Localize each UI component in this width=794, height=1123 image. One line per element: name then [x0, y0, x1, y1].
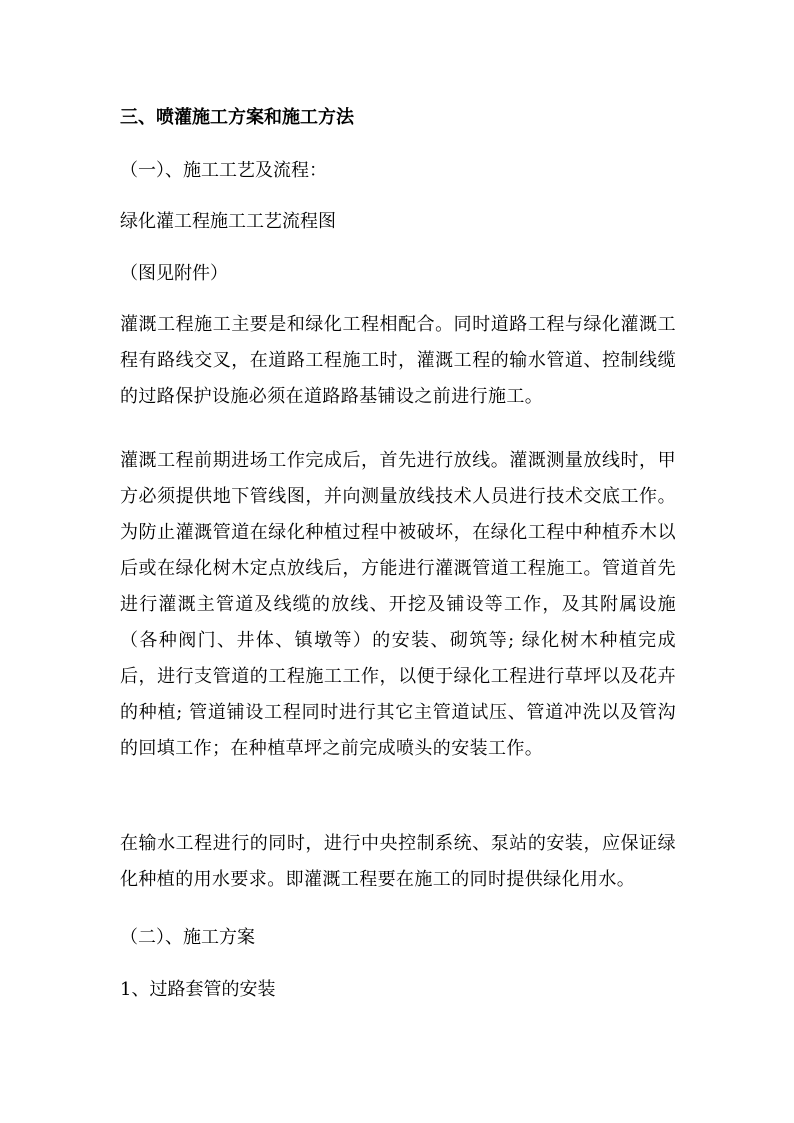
paragraph-water-supply: 在输水工程进行的同时，进行中央控制系统、泵站的安装，应保证绿化种植的用水要求。即灌溉工程要在施工的同时提供绿化用水。 — [120, 833, 676, 890]
item-title-casing-installation: 1、过路套管的安装 — [120, 979, 276, 1000]
subsection-title-process: （一）、施工工艺及流程： — [120, 160, 327, 181]
subsection-title-plan: （二）、施工方案 — [120, 927, 255, 948]
flowchart-title: 绿化灌工程施工工艺流程图 — [120, 211, 336, 232]
see-attachment-note: （图见附件） — [120, 263, 228, 284]
paragraph-construction-sequence: 灌溉工程前期进场工作完成后，首先进行放线。灌溉测量放线时，甲方必须提供地下管线图，并向测量放线技术人员进行技术交底工作。为防止灌溉管道在绿化种植过程中被破坏，在绿化工程中种植乔木以后或在绿化树木定点放线后，方能进行灌溉管道工程施工。管道首先进行灌溉主管道及线缆的放线、开挖及铺设等工作，及其附属设施（各种阀门、井体、镇墩等）的安装、砌筑等; 绿化树木种植完成后，进行支管道的工程施工工作，以便于绿化工程进行草坪以及花卉的种植; 管道铺设工程同时进行其它主管道试压、管道冲洗以及管沟的回填工作；在种植草坪之前完成喷头的安装工作。 — [120, 450, 676, 759]
section-heading: 三、喷灌施工方案和施工方法 — [120, 107, 354, 128]
paragraph-coordination: 灌溉工程施工主要是和绿化工程相配合。同时道路工程与绿化灌溉工程有路线交叉，在道路工程施工时，灌溉工程的输水管道、控制线缆的过路保护设施必须在道路路基铺设之前进行施工。 — [120, 314, 676, 407]
